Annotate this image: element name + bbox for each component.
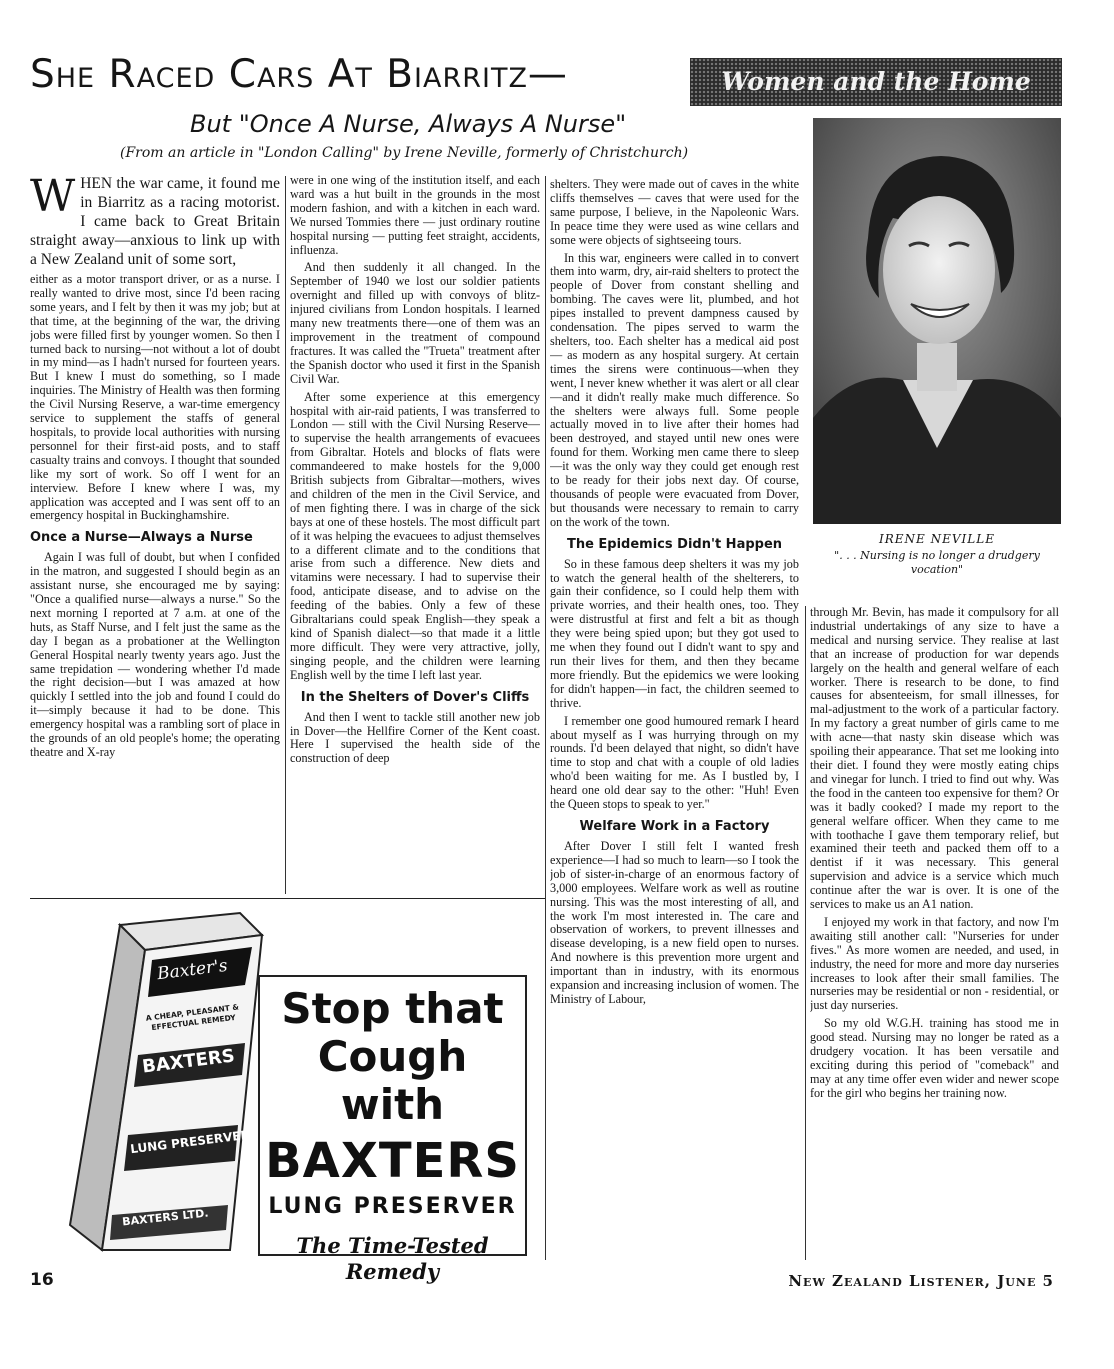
product-box-illustration bbox=[30, 905, 270, 1260]
article-column-1 bbox=[30, 174, 280, 894]
subheading: Welfare Work in a Factory bbox=[579, 818, 770, 834]
photo-caption-name: IRENE NEVILLE bbox=[879, 532, 995, 546]
ad-product-name: LUNG PRESERVER bbox=[268, 1194, 517, 1219]
article-column-3 bbox=[550, 178, 799, 1260]
headline: She Raced Cars At Biarritz— bbox=[30, 52, 568, 97]
advertisement-panel bbox=[258, 975, 527, 1284]
paragraph: I remember one good humoured remark I heard about myself as I was hurrying through on my rounds. I'd been delayed that night, so didn't have time to stop and chat with a couple of old ladies who'd been waiting for me. As I bustled by, I heard one old dear say to the other: "Huh! Even the Queen stops to speak to yer." bbox=[550, 713, 799, 812]
photo-caption-quote: ". . . Nursing is no longer a drudgery vocation" bbox=[834, 549, 1040, 576]
portrait-photo bbox=[813, 118, 1061, 524]
ad-tagline-line-1: The Time-Tested bbox=[296, 1233, 489, 1258]
subheading: In the Shelters of Dover's Cliffs bbox=[300, 689, 530, 705]
paragraph: either as a motor transport driver, or as a nurse. I really wanted to drive most, since I'd been racing some years, and I felt by then it was my job; but at that time, at the beginning of the war, the driving jobs were filled first by younger women. So then I turned back to nursing—not without a lot of doubt in my mind—as I hadn't nursed for fourteen years. But I knew I must do something, so I made inquiries. The Ministry of Health was then forming the Civil Nursing Reserve, a war-time emergency service to supplement the staffs of general hospitals, to provide local authorities with nursing personnel for their first-aid posts, and to staff casualty trains and convoys. I thought that sounded like my sort of work. So off I went for an interview. Before I knew where I was, my application was accepted and I was sent off to an emergency hospital in Buckinghamshire. bbox=[30, 272, 280, 523]
paragraph: through Mr. Bevin, has made it compulsory for all industrial undertakings of any size to have a medical and nursing service. They realise at last that an increase of production for war depends largely on the health and general welfare of each worker. There is research to be done, to find causes for absenteeism, for small illnesses, for mal-adjustment to the work of a particular factory. In my factory a great number of girls came to me with acne—that nasty skin disease which was spoiling their appearance. That set me looking into their diet. I found they were mostly eating chips and vinegar for lunch. I tried to find out why. Was the food in the canteen too expensive for them? Or was it badly cooked? I made my report to the general welfare officer. When they came to me with toothache I gave them temporary relief, but examined their teeth and packed them off to a dentist if it was necessary. This general supervision and advice is a service which much continue after the war is over. It is one of the services to make us an A1 nation. bbox=[810, 606, 1059, 912]
paragraph: So my old W.G.H. training has stood me in good stead. Nursing may no longer be rated as a drudgery vocation. It has been versatile and exciting during this period of "comeback" and may at any time offer even wider and newer scope for the girl who begins her training now. bbox=[810, 1016, 1059, 1100]
ad-top-rule bbox=[30, 898, 545, 899]
source-credit: (From an article in "London Calling" by Irene Neville, formerly of Christchurch) bbox=[120, 145, 689, 161]
paragraph: were in one wing of the institution itself, and each ward was a hut built in the grounds in the most modern fashion, and with a kitchen in each ward. We nursed Tommies there — just ordinary routine hospital nursing — putting feet straight, accidents, influenza. bbox=[290, 174, 540, 257]
medicine-box-graphic bbox=[30, 905, 270, 1260]
article-column-2 bbox=[290, 174, 540, 894]
paragraph: Again I was full of doubt, but when I confided in the matron, and suggested I should begin as an assistant nurse, she encouraged me by saying: "Once a qualified nurse—always a nurse." So the next morning I reported at 7 a.m. at one of the huts, as Staff Nurse, and I felt just the same as the day I began as a probationer at the Wellington General Hospital nearly twenty years ago. Just the same trepidation — wondering whether I'd made the right decision—but I was amazed at how quickly I settled into the job and found I could do it—simply because it had to be done. This emergency hospital was a rambling sort of place in the grounds of an old people's home; the operating theatre and X-ray bbox=[30, 550, 280, 759]
box-brand-script: Baxter's bbox=[156, 955, 229, 985]
article-column-4 bbox=[810, 606, 1059, 1260]
lead-paragraph: HEN the war came, it found me in Biarritz as a racing motorist. I came back to Great Britain straight away—anxious to link up with a New Zealand unit of some sort, bbox=[30, 175, 280, 268]
column-rule bbox=[285, 176, 286, 894]
paragraph: And then suddenly it all changed. In the September of 1940 we lost our soldier patients overnight and filled up with convoys of blitz-injured civilians from London hospitals. I learned many new treatments there—one of them was an improvement in the treatment of compound fractures. It was called the "Trueta" treatment after the Spanish doctor who used it first in the Spanish Civil War. bbox=[290, 260, 540, 386]
paragraph: So in these famous deep shelters it was my job to watch the general health of the shelterers, to gain their confidence, so I could help them with private worries, and their health ones, too. They were distrustful at first and felt a bit as though they were being spied upon; but they got used to me when they found out I didn't want to spy and run their lives for them, and then they became more friendly. But the epidemics we were looking for didn't happen—in fact, the children seemed to thrive. bbox=[550, 556, 799, 710]
subheading: The Epidemics Didn't Happen bbox=[566, 536, 783, 552]
page-number: 16 bbox=[30, 1270, 54, 1290]
paragraph: After some experience at this emergency hospital with air-raid patients, I was transferred to London — still with the Civil Nursing Reserve—to supervise the health arrangements of evacuees from Gibraltar. Hotels and blocks of flats were commandeered to make hostels for the 9,000 British subjects from Gibraltar—mothers, wives and children of the men in the Civil Service, and of men fighting there. I was in charge of the sick bays at one of these hostels. The most difficult part of it was helping the evacuees to adjust themselves to a different climate and to the conditions that arise from such a difference. New diets and vitamins were necessary. I had to supervise their food, anticipate disease, and to advise on the feeding of the babies. Only a few of these Gibraltarians could speak English—they speak a kind of Spanish dialect—so that made it a little more difficult. They were very attractive, jolly, singing people, and the children were learning English well by the time I left last year. bbox=[290, 389, 540, 682]
publication-footer: New Zealand Listener, June 5 bbox=[788, 1272, 1054, 1290]
ad-headline-line-1: Stop that bbox=[281, 984, 504, 1033]
paragraph: shelters. They were made out of caves in the white cliffs themselves — caves that were used for the same purpose, I believe, in the Napoleonic Wars. In peace time they were used as wine cellars and some were objects of sightseeing tours. bbox=[550, 178, 799, 247]
ad-headline-line-2: Cough with bbox=[317, 1032, 468, 1129]
ad-brand-name: BAXTERS bbox=[265, 1133, 520, 1189]
paragraph: After Dover I still felt I wanted fresh experience—I had so much to learn—so I took the job of sister-in-charge of an enormous factory of 3,000 employees. Welfare work as well as routine nursing. This was the most interesting of all, and the work I'm most interested in. The care and observation of workers, to prevent illnesses and disease developing, is a new field open to nurses. And nowhere is this prevention more urgent and important than in industry, with its enormous expansion and increasing inclusion of women. The Ministry of Labour, bbox=[550, 838, 799, 1006]
section-banner: Women and the Home bbox=[690, 58, 1062, 106]
box-brand-label: BAXTERS bbox=[141, 1045, 236, 1078]
box-maker-label: BAXTERS LTD. bbox=[121, 1206, 210, 1229]
ad-tagline-line-2: Remedy bbox=[345, 1259, 440, 1284]
column-rule bbox=[545, 176, 546, 1260]
portrait-illustration bbox=[813, 118, 1061, 524]
box-product-label: LUNG PRESERVER bbox=[129, 1127, 251, 1157]
paragraph: And then I went to tackle still another new job in Dover—the Hellfire Corner of the Kent coast. Here I supervised the health side of the construction of deep bbox=[290, 709, 540, 766]
subheading: Once a Nurse—Always a Nurse bbox=[30, 530, 253, 546]
column-rule bbox=[805, 606, 806, 1260]
paragraph: I enjoyed my work in that factory, and now I'm awaiting still another call: "Nurseries for under fives." As more women are needed, and used, in industry, the need for more and more day nurseries increases to look after their small families. The nurseries may be residential or non - residential, or just day nurseries. bbox=[810, 914, 1059, 1013]
drop-cap: W bbox=[30, 174, 76, 222]
paragraph: In this war, engineers were called in to convert them into warm, dry, air-raid shelters to protect the people of Dover from constant shelling and bombing. The caves were lit, plumbed, and hot pipes installed to prevent dampness caused by condensation. The pipes served to warm the shelters, too. Each shelter has a medical aid post — as modern as any hospital surgery. At certain times the sirens were continuous—when they went, I never knew whether it was alert or all clear—and it didn't really make much difference. So the shelters were always full. Some people actually moved in to live after their homes had been destroyed, and stayed until new ones were found for them. Working men came there to sleep—it was the only way they could get enough rest to be ready for their jobs next day. Of course, thousands of people were evacuated from Dover, but thousands were necessary to remain to carry on the work of the town. bbox=[550, 250, 799, 529]
subheadline: But "Once A Nurse, Always A Nurse" bbox=[190, 110, 627, 138]
box-band-text: A CHEAP, PLEASANT & EFFECTUAL REMEDY bbox=[145, 1002, 240, 1033]
